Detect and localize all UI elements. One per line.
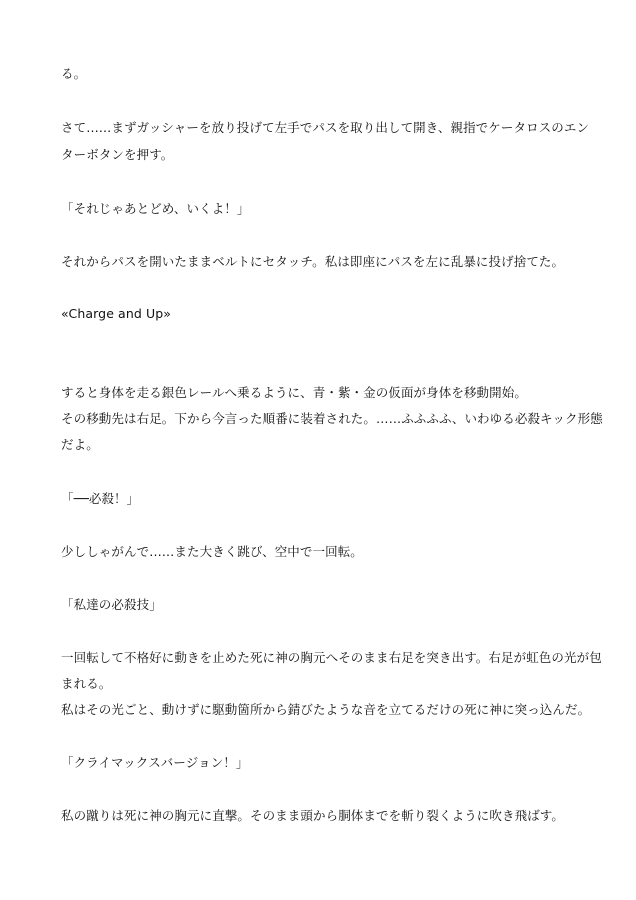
text-line: さて……まずガッシャーを放り投げて左手でパスを取り出して開き、親指でケータロスのエン xyxy=(61,120,590,135)
text-line: すると身体を走る銀色レールへ乗るように、青・紫・金の仮面が身体を移動開始。 xyxy=(61,385,527,400)
text-line: 私はその光ごと、動けずに駆動箇所から錆びたような音を立てるだけの死に神に突っ込んだ。 xyxy=(61,702,591,717)
text-line: 少ししゃがんで……また大きく跳び、空中で一回転。 xyxy=(61,544,363,559)
dialogue-line: 「私達の必殺技」 xyxy=(61,597,162,612)
dialogue-line: 「それじゃあとどめ、いくよ！」 xyxy=(61,201,250,216)
dialogue-line: 「──必殺！」 xyxy=(61,491,140,506)
sound-effect-line: «Charge and Up» xyxy=(61,306,171,321)
text-line: それからパスを開いたままベルトにセタッチ。私は即座にパスを左に乱暴に投げ捨てた。 xyxy=(61,254,565,269)
text-line: ターボタンを押す。 xyxy=(61,147,174,162)
text-line: だよ。 xyxy=(61,437,99,452)
text-line: る。 xyxy=(61,66,87,81)
text-line: 一回転して不格好に動きを止めた死に神の胸元へそのまま右足を突き出す。右足が虹色の光が包 xyxy=(61,650,602,665)
dialogue-line: 「クライマックスバージョン！」 xyxy=(61,755,249,770)
text-line: 私の蹴りは死に神の胸元に直撃。そのまま頭から胴体までを斬り裂くように吹き飛ばす。 xyxy=(61,808,565,823)
text-line: まれる。 xyxy=(61,676,112,691)
text-line: その移動先は右足。下から今言った順番に装着された。……ふふふふ、いわゆる必殺キック形態 xyxy=(61,411,603,426)
